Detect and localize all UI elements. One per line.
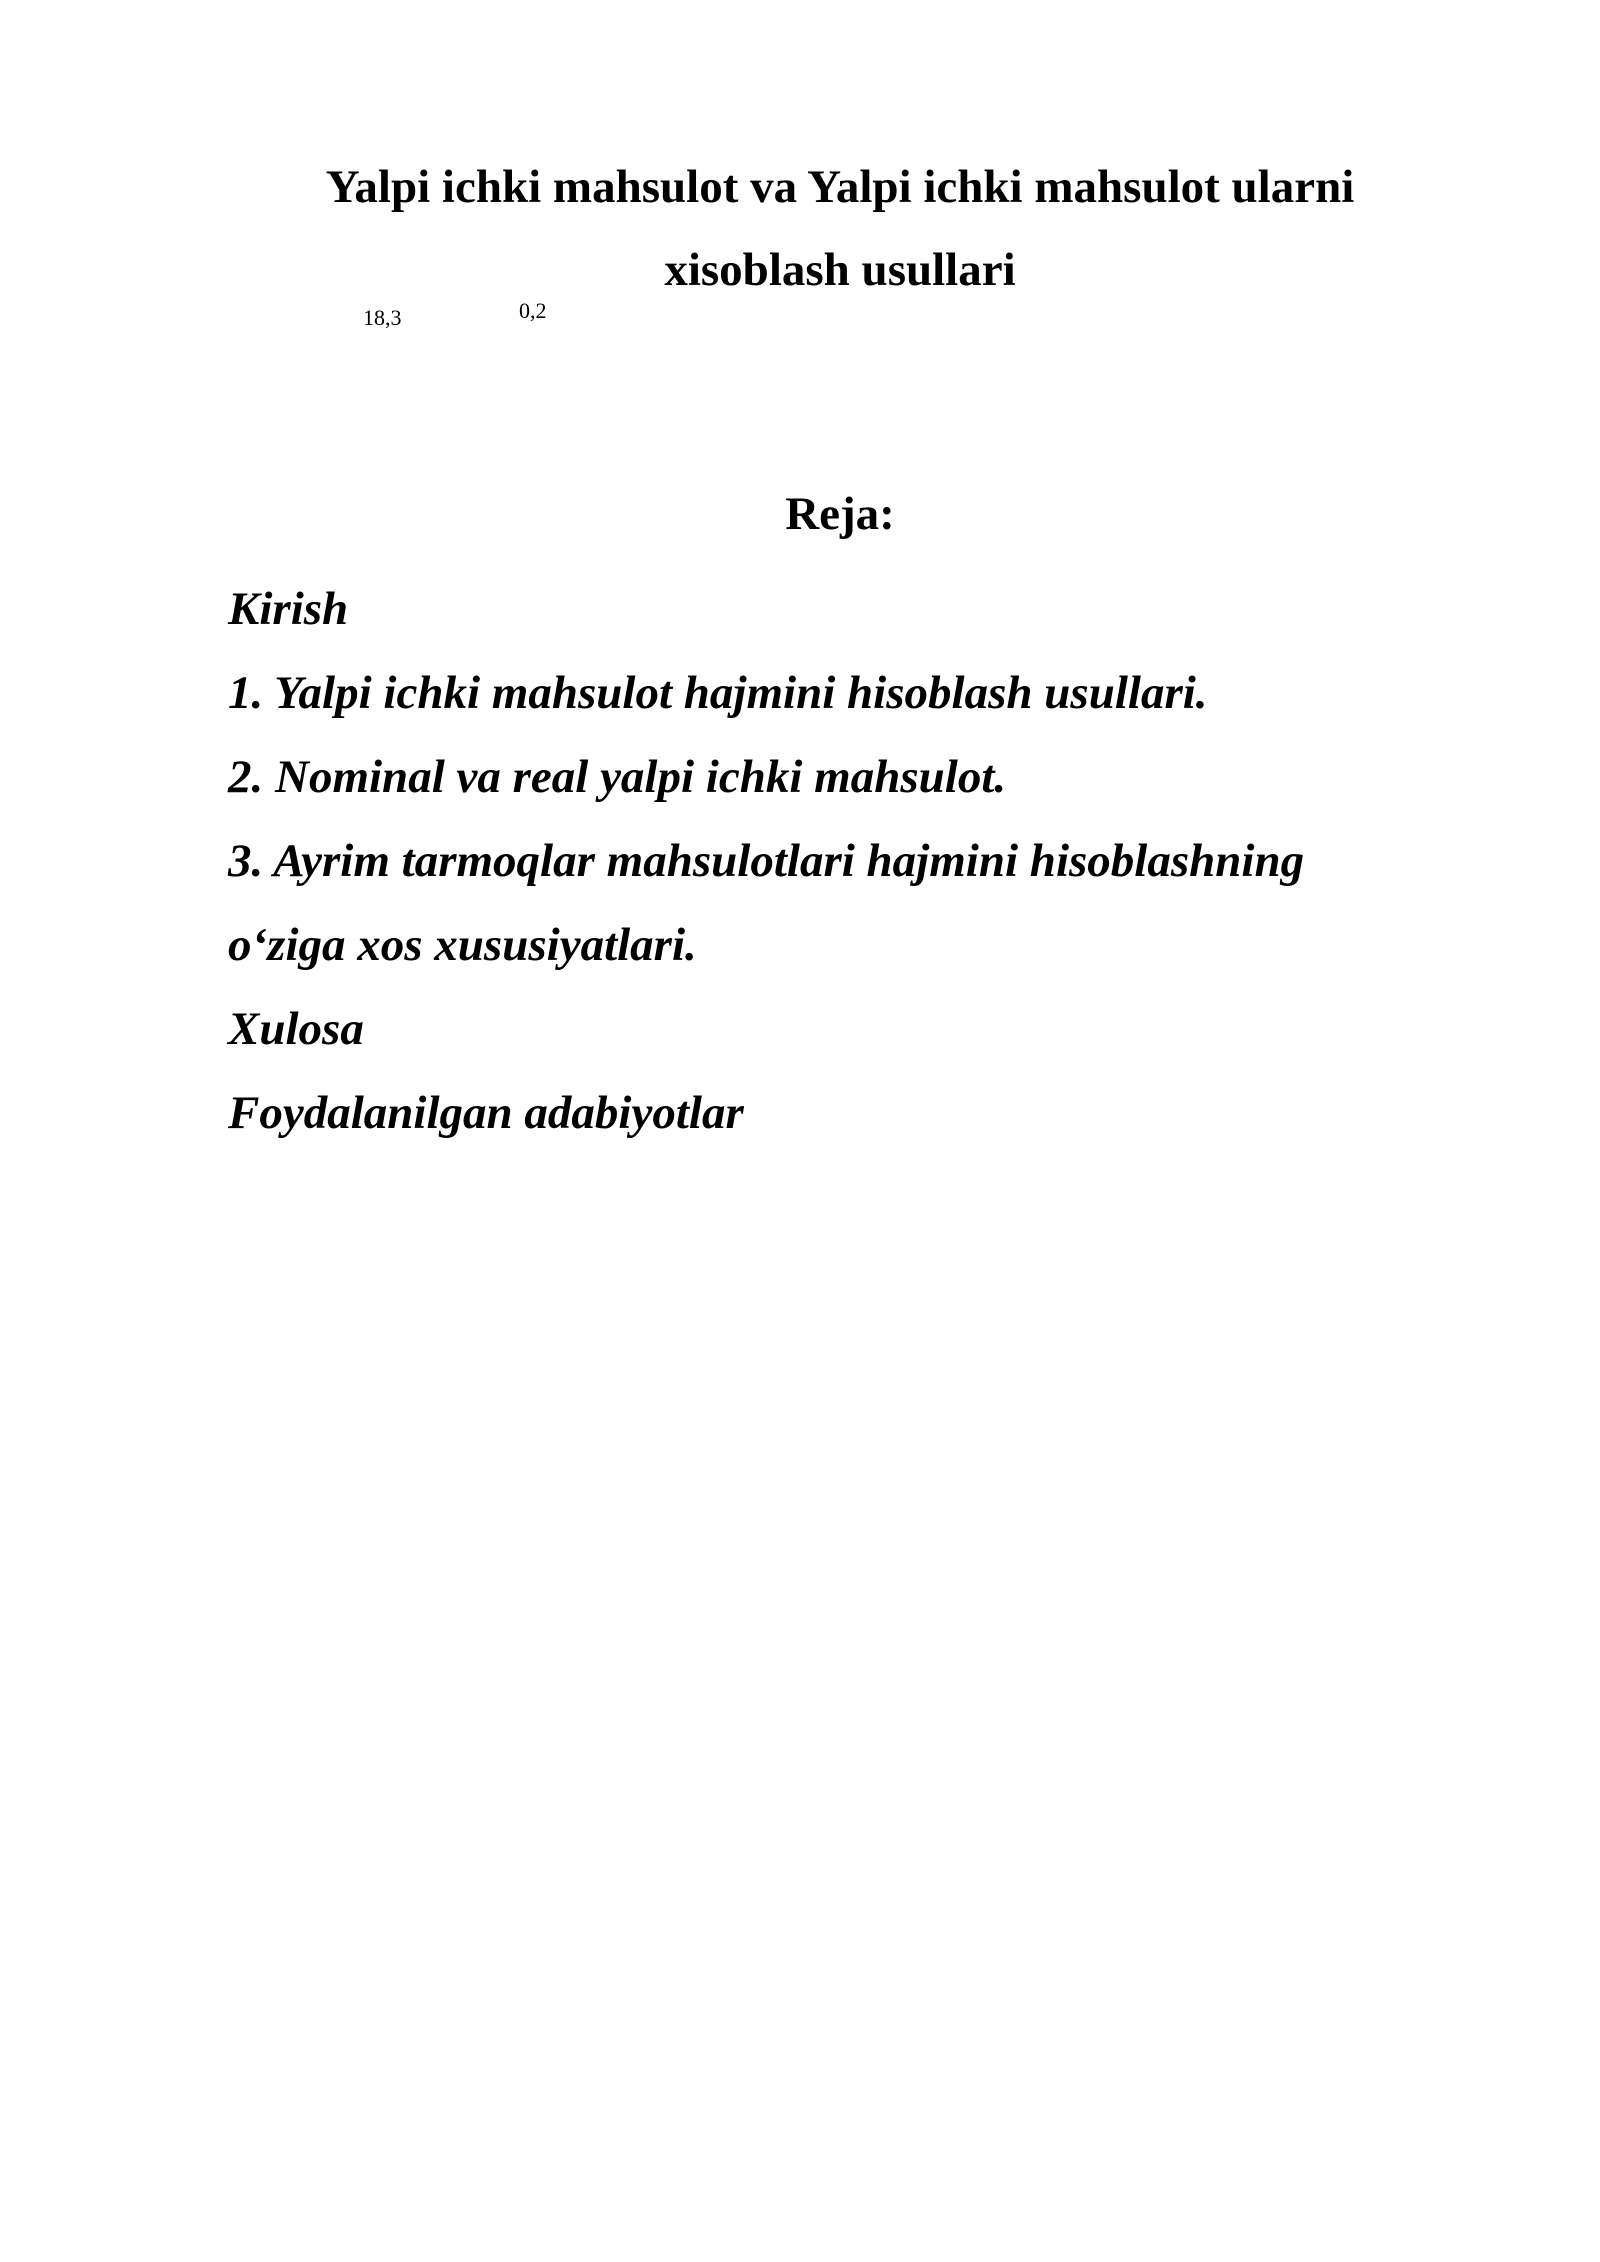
plan-item-conclusion: Xulosa: [228, 1003, 364, 1055]
plan-list: [228, 567, 1428, 1155]
plan-heading: Reja:: [785, 488, 895, 540]
title-line-1: Yalpi ichki mahsulot va Yalpi ichki mahsulot ularni: [325, 161, 1355, 213]
plan-item-3-continuation: o‘ziga xos xususiyatlari.: [228, 919, 697, 971]
plan-item-3: 3. Ayrim tarmoqlar mahsulotlari hajmini hisoblashning: [228, 835, 1305, 887]
document-title: [230, 146, 1450, 312]
stray-number: 18,3: [363, 305, 402, 330]
plan-item-1: 1. Yalpi ichki mahsulot hajmini hisoblash usullari.: [228, 667, 1208, 719]
plan-item-2: 2. Nominal va real yalpi ichki mahsulot.: [228, 751, 1007, 803]
plan-item-introduction: Kirish: [228, 583, 349, 635]
stray-number: 0,2: [519, 298, 547, 323]
title-line-2: xisoblash usullari: [664, 244, 1016, 296]
plan-item-references: Foydalanilgan adabiyotlar: [228, 1087, 744, 1139]
